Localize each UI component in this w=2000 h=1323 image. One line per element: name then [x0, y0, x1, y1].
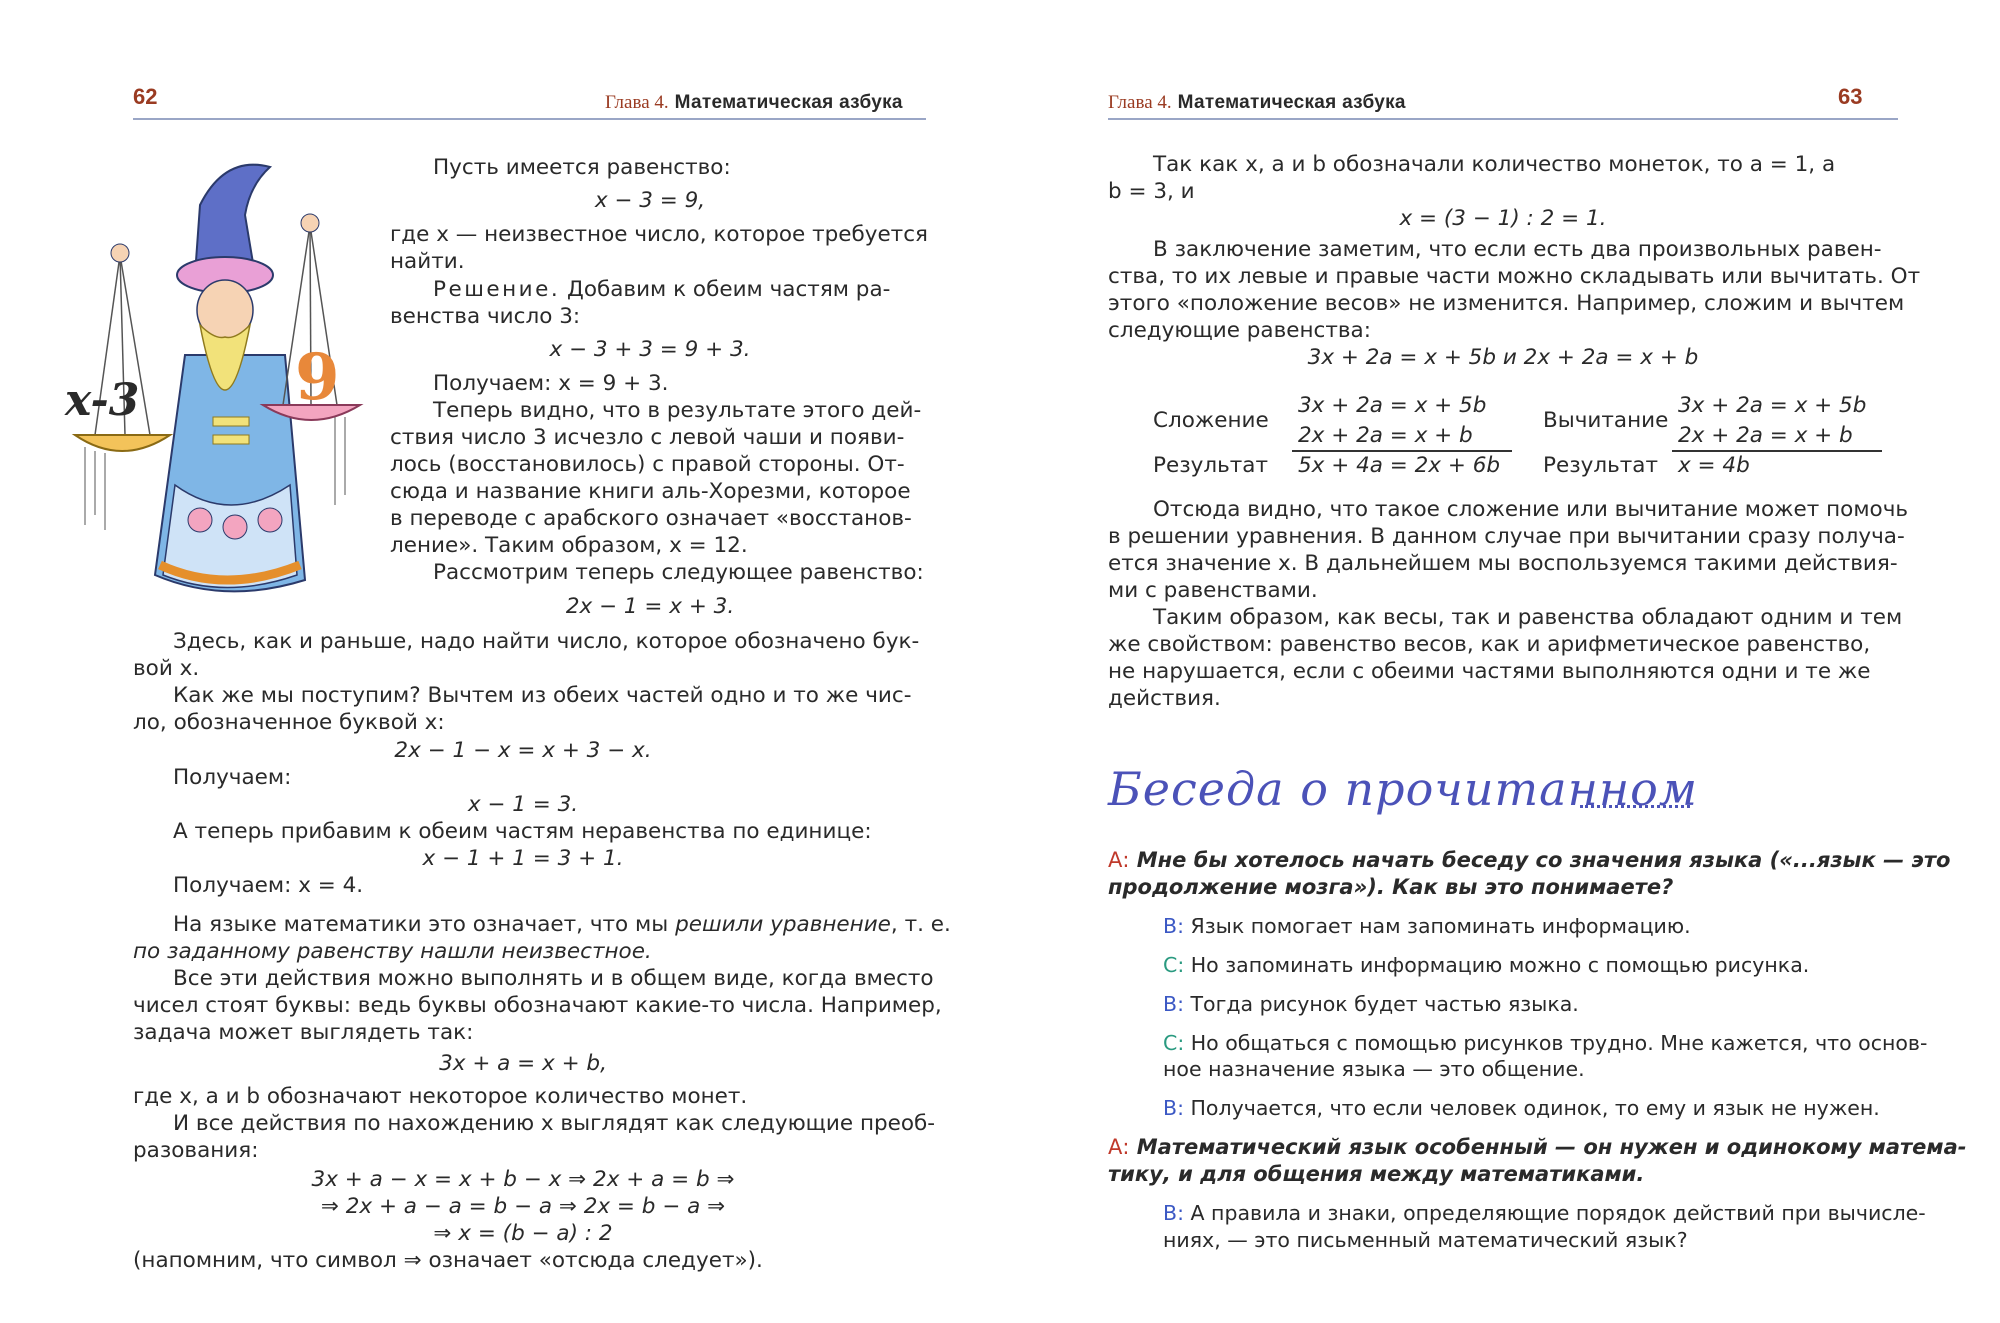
result-label: Результат	[1543, 453, 1658, 478]
section-title: Беседа о прочитанном	[1108, 762, 1699, 816]
speaker-b: В:	[1163, 992, 1184, 1016]
chapter-label: Глава 4.	[1108, 92, 1172, 113]
dialogue-line: В: А правила и знаки, определяющие порядок действий при вычисле-	[1163, 1201, 1926, 1225]
line: Здесь, как и раньше, надо найти число, которое обозначено бук-	[173, 629, 920, 654]
dialogue-line: ниях, — это письменный математический язык?	[1163, 1228, 1688, 1252]
chapter-title: Математическая азбука	[1177, 92, 1406, 113]
equation: 2x − 1 = x + 3.	[565, 594, 735, 619]
equation: ⇒ x = (b − a) : 2	[433, 1221, 613, 1246]
subtraction-result: x = 4b	[1678, 453, 1750, 478]
equation: x = (3 − 1) : 2 = 1.	[1399, 206, 1607, 231]
line: ми с равенствами.	[1108, 578, 1318, 603]
line: Таким образом, как весы, так и равенства обладают одним и тем	[1153, 605, 1903, 630]
dialogue-line: тику, и для общения между математиками.	[1108, 1162, 1645, 1186]
line: ется значение x. В дальнейшем мы воспользуемся такими действия-	[1108, 551, 1898, 576]
line: по заданному равенству нашли неизвестное.	[133, 939, 652, 964]
header-rule	[133, 118, 926, 120]
chapter-title: Математическая азбука	[674, 92, 903, 113]
dialogue-line: А: Математический язык особенный — он нужен и одинокому матема-	[1108, 1135, 1967, 1159]
line: Как же мы поступим? Вычтем из обеих частей одно и то же чис-	[173, 683, 912, 708]
wizard-illustration	[65, 155, 375, 610]
line: ление». Таким образом, x = 12.	[390, 533, 748, 558]
line: ствия число 3 исчезло с левой чаши и появи-	[390, 425, 905, 450]
dialogue-line: ное назначение языка — это общение.	[1163, 1057, 1585, 1081]
line: найти.	[390, 249, 465, 274]
dialogue-line: С: Но запоминать информацию можно с помощью рисунка.	[1163, 953, 1810, 977]
line: b = 3, и	[1108, 179, 1195, 204]
dialogue-line: А: Мне бы хотелось начать беседу со значения языка («...язык — это	[1108, 848, 1951, 872]
line: в переводе с арабского означает «восстанов-	[390, 506, 912, 531]
emphasis: решили уравнение	[675, 912, 891, 937]
speaker-c: С:	[1163, 1031, 1185, 1055]
equation: 3x + a − x = x + b − x ⇒ 2x + a = b ⇒	[311, 1167, 735, 1192]
line: Получаем:	[173, 765, 292, 790]
equation: 3x + a = x + b,	[439, 1051, 607, 1076]
line: задача может выглядеть так:	[133, 1020, 474, 1045]
equation: x − 3 = 9,	[594, 188, 706, 213]
line: этого «положение весов» не изменится. Например, сложим и вычтем	[1108, 291, 1905, 316]
line: (напомним, что символ ⇒ означает «отсюда следует»).	[133, 1248, 763, 1273]
header-rule	[1108, 118, 1898, 120]
line: же свойством: равенство весов, как и арифметическое равенство,	[1108, 632, 1871, 657]
illustration-label-right: 9	[295, 340, 340, 415]
line: Получаем: x = 4.	[173, 873, 364, 898]
line: Пусть имеется равенство:	[433, 155, 731, 180]
dialogue-line: В: Язык помогает нам запоминать информацию.	[1163, 914, 1691, 938]
line: следующие равенства:	[1108, 318, 1371, 343]
page-number: 62	[133, 84, 158, 109]
line: действия.	[1108, 686, 1221, 711]
line: Отсюда видно, что такое сложение или вычитание может помочь	[1153, 497, 1909, 522]
solution-label: Решение.	[433, 277, 561, 302]
equation: 3x + 2a = x + 5b и 2x + 2a = x + b	[1307, 345, 1699, 370]
line: вой x.	[133, 656, 200, 681]
line: Рассмотрим теперь следующее равенство:	[433, 560, 924, 585]
dialogue-line: В: Тогда рисунок будет частью языка.	[1163, 992, 1579, 1016]
page-number: 63	[1838, 84, 1863, 109]
line: Все эти действия можно выполнять и в общем виде, когда вместо	[173, 966, 934, 991]
line: Решение. Добавим к обеим частям ра-	[433, 277, 891, 302]
addition-result: 5x + 4a = 2x + 6b	[1298, 453, 1501, 478]
line: где x — неизвестное число, которое требуется	[390, 222, 928, 247]
line: На языке математики это означает, что мы решили уравнение, т. е.	[173, 912, 951, 937]
speaker-b: В:	[1163, 1201, 1184, 1225]
equation: x − 1 = 3.	[467, 792, 579, 817]
chapter-label: Глава 4.	[605, 92, 669, 113]
running-head	[605, 92, 903, 114]
speaker-a: А:	[1108, 1135, 1130, 1159]
result-label: Результат	[1153, 453, 1268, 478]
line: И все действия по нахождению x выглядят как следующие преоб-	[173, 1111, 936, 1136]
equation: 2x − 1 − x = x + 3 − x.	[394, 738, 652, 763]
line: ло, обозначенное буквой x:	[133, 710, 445, 735]
illustration-label-left: x-3	[65, 375, 140, 426]
addition-row: 2x + 2a = x + b	[1298, 423, 1473, 448]
running-head	[1108, 92, 1406, 114]
line: Получаем: x = 9 + 3.	[433, 371, 669, 396]
line: Так как x, a и b обозначали количество монеток, то a = 1, а	[1153, 152, 1836, 177]
speaker-a: А:	[1108, 848, 1130, 872]
dialogue-line: С: Но общаться с помощью рисунков трудно. Мне кажется, что основ-	[1163, 1031, 1928, 1055]
subtraction-row: 3x + 2a = x + 5b	[1678, 393, 1867, 418]
speaker-b: В:	[1163, 1096, 1184, 1120]
dialogue-line: В: Получается, что если человек одинок, то ему и язык не нужен.	[1163, 1096, 1880, 1120]
right-page	[1000, 0, 2000, 1323]
line: не нарушается, если с обеими частями выполняются одни и те же	[1108, 659, 1871, 684]
speaker-b: В:	[1163, 914, 1184, 938]
line: венства число 3:	[390, 304, 581, 329]
equation: x − 3 + 3 = 9 + 3.	[549, 337, 751, 362]
line: лось (восстановилось) с правой стороны. От-	[390, 452, 905, 477]
addition-row: 3x + 2a = x + 5b	[1298, 393, 1487, 418]
line: А теперь прибавим к обеим частям неравенства по единице:	[173, 819, 872, 844]
dialogue-line: продолжение мозга»). Как вы это понимаете?	[1108, 875, 1674, 899]
line: где x, a и b обозначают некоторое количество монет.	[133, 1084, 748, 1109]
speaker-c: С:	[1163, 953, 1185, 977]
title-dots	[1580, 805, 1690, 808]
line: в решении уравнения. В данном случае при вычитании сразу получа-	[1108, 524, 1905, 549]
subtraction-label: Вычитание	[1543, 408, 1669, 433]
subtraction-row: 2x + 2a = x + b	[1678, 423, 1853, 448]
line: Теперь видно, что в результате этого дей-	[433, 398, 922, 423]
line: ства, то их левые и правые части можно складывать или вычитать. От	[1108, 264, 1921, 289]
line: разования:	[133, 1138, 259, 1163]
addition-label: Сложение	[1153, 408, 1269, 433]
equation: x − 1 + 1 = 3 + 1.	[422, 846, 624, 871]
line: В заключение заметим, что если есть два произвольных равен-	[1153, 237, 1882, 262]
equation: ⇒ 2x + a − a = b − a ⇒ 2x = b − a ⇒	[320, 1194, 726, 1219]
line: сюда и название книги аль-Хорезми, которое	[390, 479, 911, 504]
line: чисел стоят буквы: ведь буквы обозначают какие-то числа. Например,	[133, 993, 942, 1018]
